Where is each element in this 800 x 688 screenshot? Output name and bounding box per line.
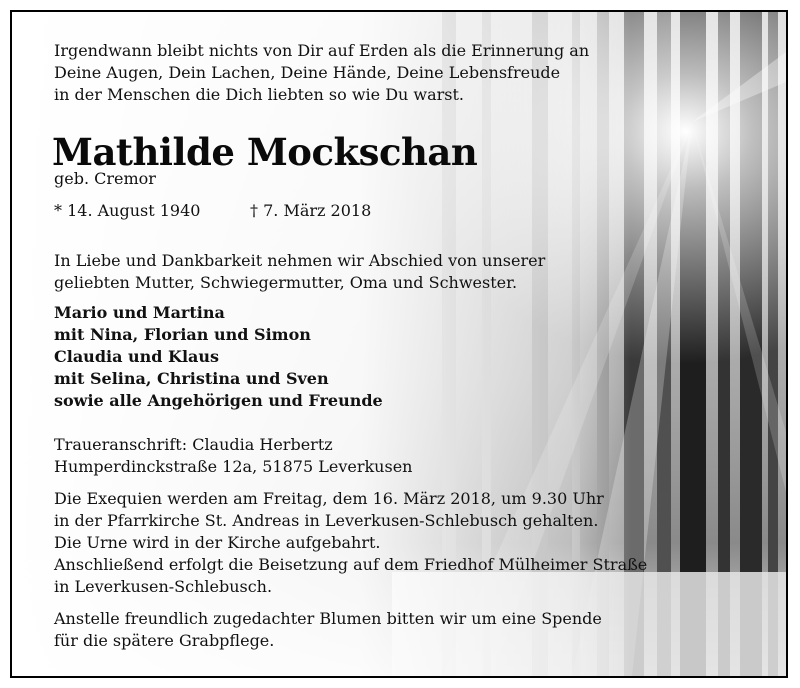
maiden-name: geb. Cremor — [54, 169, 156, 188]
poem-line: Irgendwann bleibt nichts von Dir auf Erden als die Erinnerung an — [54, 41, 590, 60]
mourner-line: sowie alle Angehörigen und Freunde — [54, 391, 383, 410]
notice-content — [12, 12, 786, 676]
donation-line: Anstelle freundlich zugedachter Blumen bitten wir um eine Spende — [54, 609, 602, 628]
mourner-line: Mario und Martina — [54, 303, 225, 322]
mourner-line: mit Nina, Florian und Simon — [54, 325, 311, 344]
birth-date: * 14. August 1940 — [54, 201, 201, 220]
address-line: Traueranschrift: Claudia Herbertz — [54, 435, 333, 454]
service-line: Die Exequien werden am Freitag, dem 16. März 2018, um 9.30 Uhr — [54, 489, 604, 508]
poem-line: in der Menschen die Dich liebten so wie Du warst. — [54, 85, 465, 104]
death-date: † 7. März 2018 — [250, 201, 372, 220]
deceased-name: Mathilde Mockschan — [52, 130, 478, 174]
mourner-line: Claudia und Klaus — [54, 347, 220, 366]
service-line: in Leverkusen-Schlebusch. — [54, 577, 273, 596]
donation-line: für die spätere Grabpflege. — [54, 631, 275, 650]
farewell-line: In Liebe und Dankbarkeit nehmen wir Abschied von unserer — [54, 251, 546, 270]
address-line: Humperdinckstraße 12a, 51875 Leverkusen — [54, 457, 413, 476]
service-line: Anschließend erfolgt die Beisetzung auf dem Friedhof Mülheimer Straße — [54, 555, 648, 574]
mourner-line: mit Selina, Christina und Sven — [54, 369, 329, 388]
poem-line: Deine Augen, Dein Lachen, Deine Hände, Deine Lebensfreude — [54, 63, 561, 82]
service-line: in der Pfarrkirche St. Andreas in Leverkusen-Schlebusch gehalten. — [54, 511, 599, 530]
farewell-line: geliebten Mutter, Schwiegermutter, Oma und Schwester. — [54, 273, 518, 292]
service-line: Die Urne wird in der Kirche aufgebahrt. — [54, 533, 381, 552]
obituary-notice — [10, 10, 788, 678]
